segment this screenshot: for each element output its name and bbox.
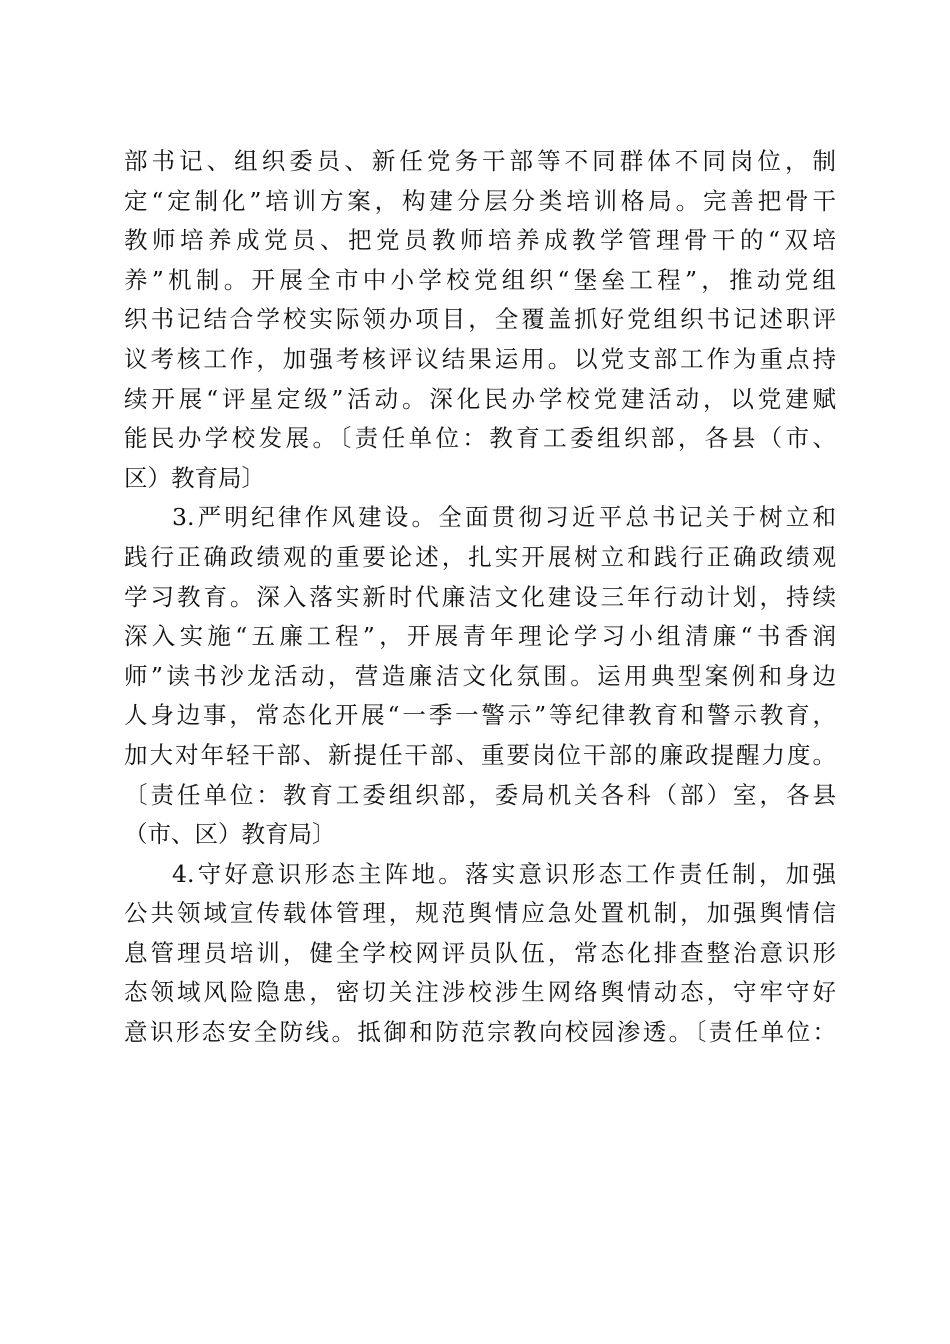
text-line: 深入实施“五廉工程”，开展青年理论学习小组清廉“书香润 — [124, 622, 836, 651]
text-line: 学习教育。深入落实新时代廉洁文化建设三年行动计划，持续 — [124, 582, 836, 611]
text-line: 定“定制化”培训方案，构建分层分类培训格局。完善把骨干 — [124, 186, 836, 215]
text-line: 公共领域宣传载体管理，规范舆情应急处置机制，加强舆情信 — [124, 899, 836, 928]
text-line: 态领域风险隐患，密切关注涉校涉生网络舆情动态，守牢守好 — [124, 978, 836, 1007]
text-line: 息管理员培训，健全学校网评员队伍，常态化排查整治意识形 — [124, 938, 836, 967]
section-heading-4: 4.守好意识形态主阵地。落实意识形态工作责任制，加强 — [172, 859, 836, 888]
text-line: 〔责任单位：教育工委组织部，委局机关各科（部）室，各县 — [124, 780, 836, 809]
text-line: （市、区）教育局〕 — [124, 820, 336, 849]
text-line: 教师培养成党员、把党员教师培养成教学管理骨干的“双培 — [124, 226, 836, 255]
text-line: 养”机制。开展全市中小学校党组织“堡垒工程”，推动党组 — [124, 265, 836, 294]
text-line: 部书记、组织委员、新任党务干部等不同群体不同岗位，制 — [124, 147, 836, 175]
text-line: 续开展“评星定级”活动。深化民办学校党建活动，以党建赋 — [124, 384, 836, 413]
text-line: 践行正确政绩观的重要论述，扎实开展树立和践行正确政绩观 — [124, 542, 836, 571]
text-line: 能民办学校发展。〔责任单位：教育工委组织部，各县（市、 — [124, 424, 836, 453]
text-line: 师”读书沙龙活动，营造廉洁文化氛围。运用典型案例和身边 — [124, 661, 836, 690]
text-line: 人身边事，常态化开展“一季一警示”等纪律教育和警示教育， — [124, 701, 836, 730]
body-text — [124, 142, 836, 1053]
text-line: 意识形态安全防线。抵御和防范宗教向校园渗透。〔责任单位： — [124, 1018, 836, 1047]
text-line: 区）教育局〕 — [124, 463, 265, 492]
text-line: 织书记结合学校实际领办项目，全覆盖抓好党组织书记述职评 — [124, 305, 836, 334]
section-heading-3: 3.严明纪律作风建设。全面贯彻习近平总书记关于树立和 — [172, 503, 836, 532]
text-line: 议考核工作，加强考核评议结果运用。以党支部工作为重点持 — [124, 344, 836, 373]
text-line: 加大对年轻干部、新提任干部、重要岗位干部的廉政提醒力度。 — [124, 740, 836, 769]
